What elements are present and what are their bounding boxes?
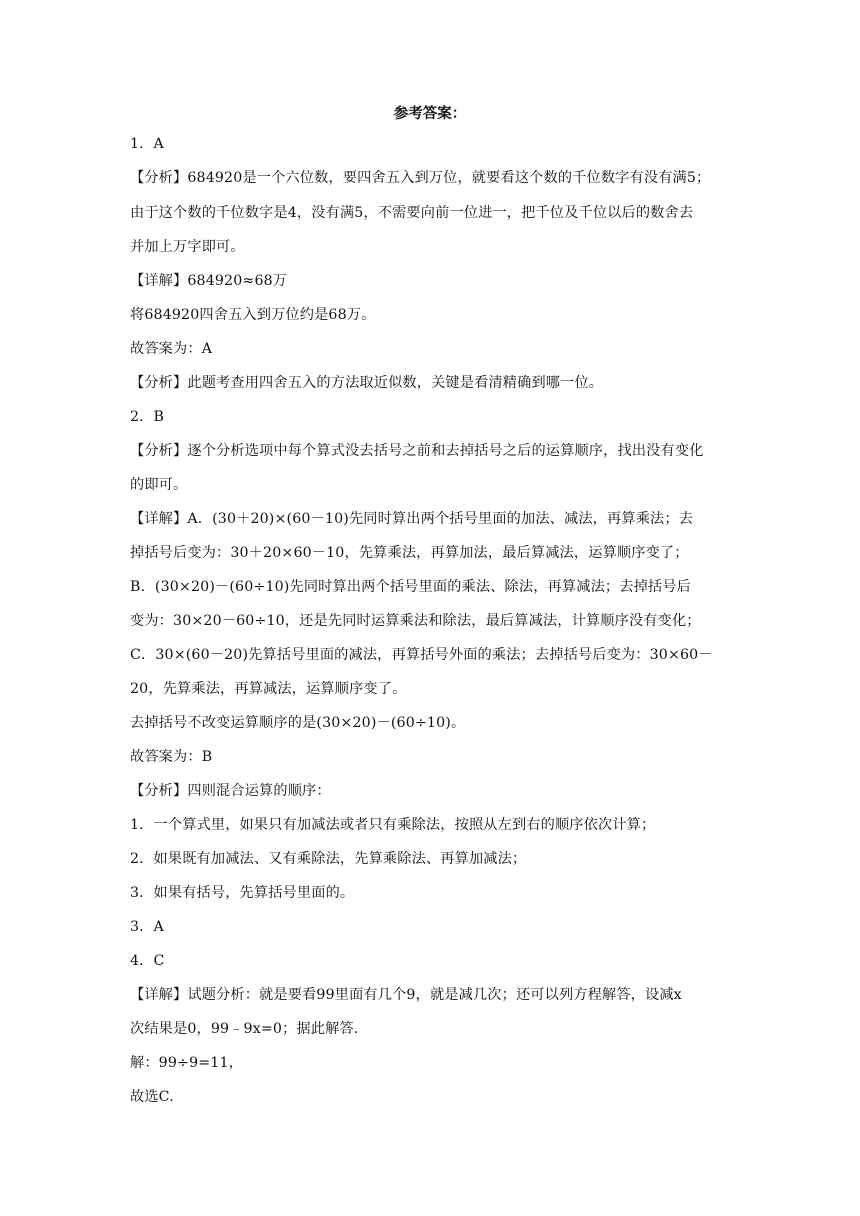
option-line: C．30×(60－20)先算括号里面的减法，再算括号外面的乘法；去掉括号后变为：30×60－ [130,647,713,663]
answer-number: 2．B [130,409,165,425]
detail-line: 【详解】A．(30＋20)×(60－10)先同时算出两个括号里面的加法、减法，再算乘法；去 [130,511,694,527]
solution-line: 解：99÷9=11， [130,1055,243,1071]
page-title: 参考答案： [393,105,467,122]
text-line: 去掉括号不改变运算顺序的是(30×20)－(60÷10)。 [130,715,466,731]
answer-number: 1．A [130,136,164,152]
rule-line: 3．如果有括号，先算括号里面的。 [130,885,355,901]
analysis-line: 【分析】684920是一个六位数，要四舍五入到万位，就要看这个数的千位数字有没有满5； [130,170,711,186]
text-line: 将684920四舍五入到万位约是68万。 [130,307,376,323]
answer-number: 4．C [130,953,165,969]
analysis-line: 【分析】逐个分析选项中每个算式没去括号之前和去掉括号之后的运算顺序，找出没有变化 [130,443,704,459]
rule-line: 1．一个算式里，如果只有加减法或者只有乘除法，按照从左到右的顺序依次计算； [130,817,656,833]
analysis-line: 的即可。 [130,477,188,493]
detail-line: 掉括号后变为：30＋20×60－10，先算乘法，再算加法，最后算减法，运算顺序变了； [130,545,689,561]
analysis-line: 并加上万字即可。 [130,239,245,255]
answer-line: 故选C. [130,1089,174,1105]
analysis-line: 【分析】此题考查用四舍五入的方法取近似数，关键是看清精确到哪一位。 [130,375,604,391]
detail-line: 次结果是0，99﹣9x=0；据此解答. [130,1021,359,1037]
answer-line: 故答案为：B [130,749,213,765]
detail-line: 【详解】试题分析：就是要看99里面有几个9，就是减几次；还可以列方程解答，设减x [130,987,682,1003]
answer-number: 3．A [130,919,164,935]
answer-line: 故答案为：A [130,341,213,357]
option-line: 变为：30×20－60÷10，还是先同时运算乘法和除法，最后算减法，计算顺序没有变化； [130,613,701,629]
detail-line: 【详解】684920≈68万 [130,273,288,289]
option-line: B．(30×20)－(60÷10)先同时算出两个括号里面的乘法、除法，再算减法；去掉括号后 [130,579,691,595]
rule-line: 2．如果既有加减法、又有乘除法，先算乘除法、再算加减法； [130,851,527,867]
analysis-line: 【分析】四则混合运算的顺序： [130,783,331,799]
analysis-line: 由于这个数的千位数字是4，没有满5，不需要向前一位进一，把千位及千位以后的数舍去 [130,205,694,221]
option-line: 20，先算乘法，再算减法，运算顺序变了。 [130,681,407,697]
